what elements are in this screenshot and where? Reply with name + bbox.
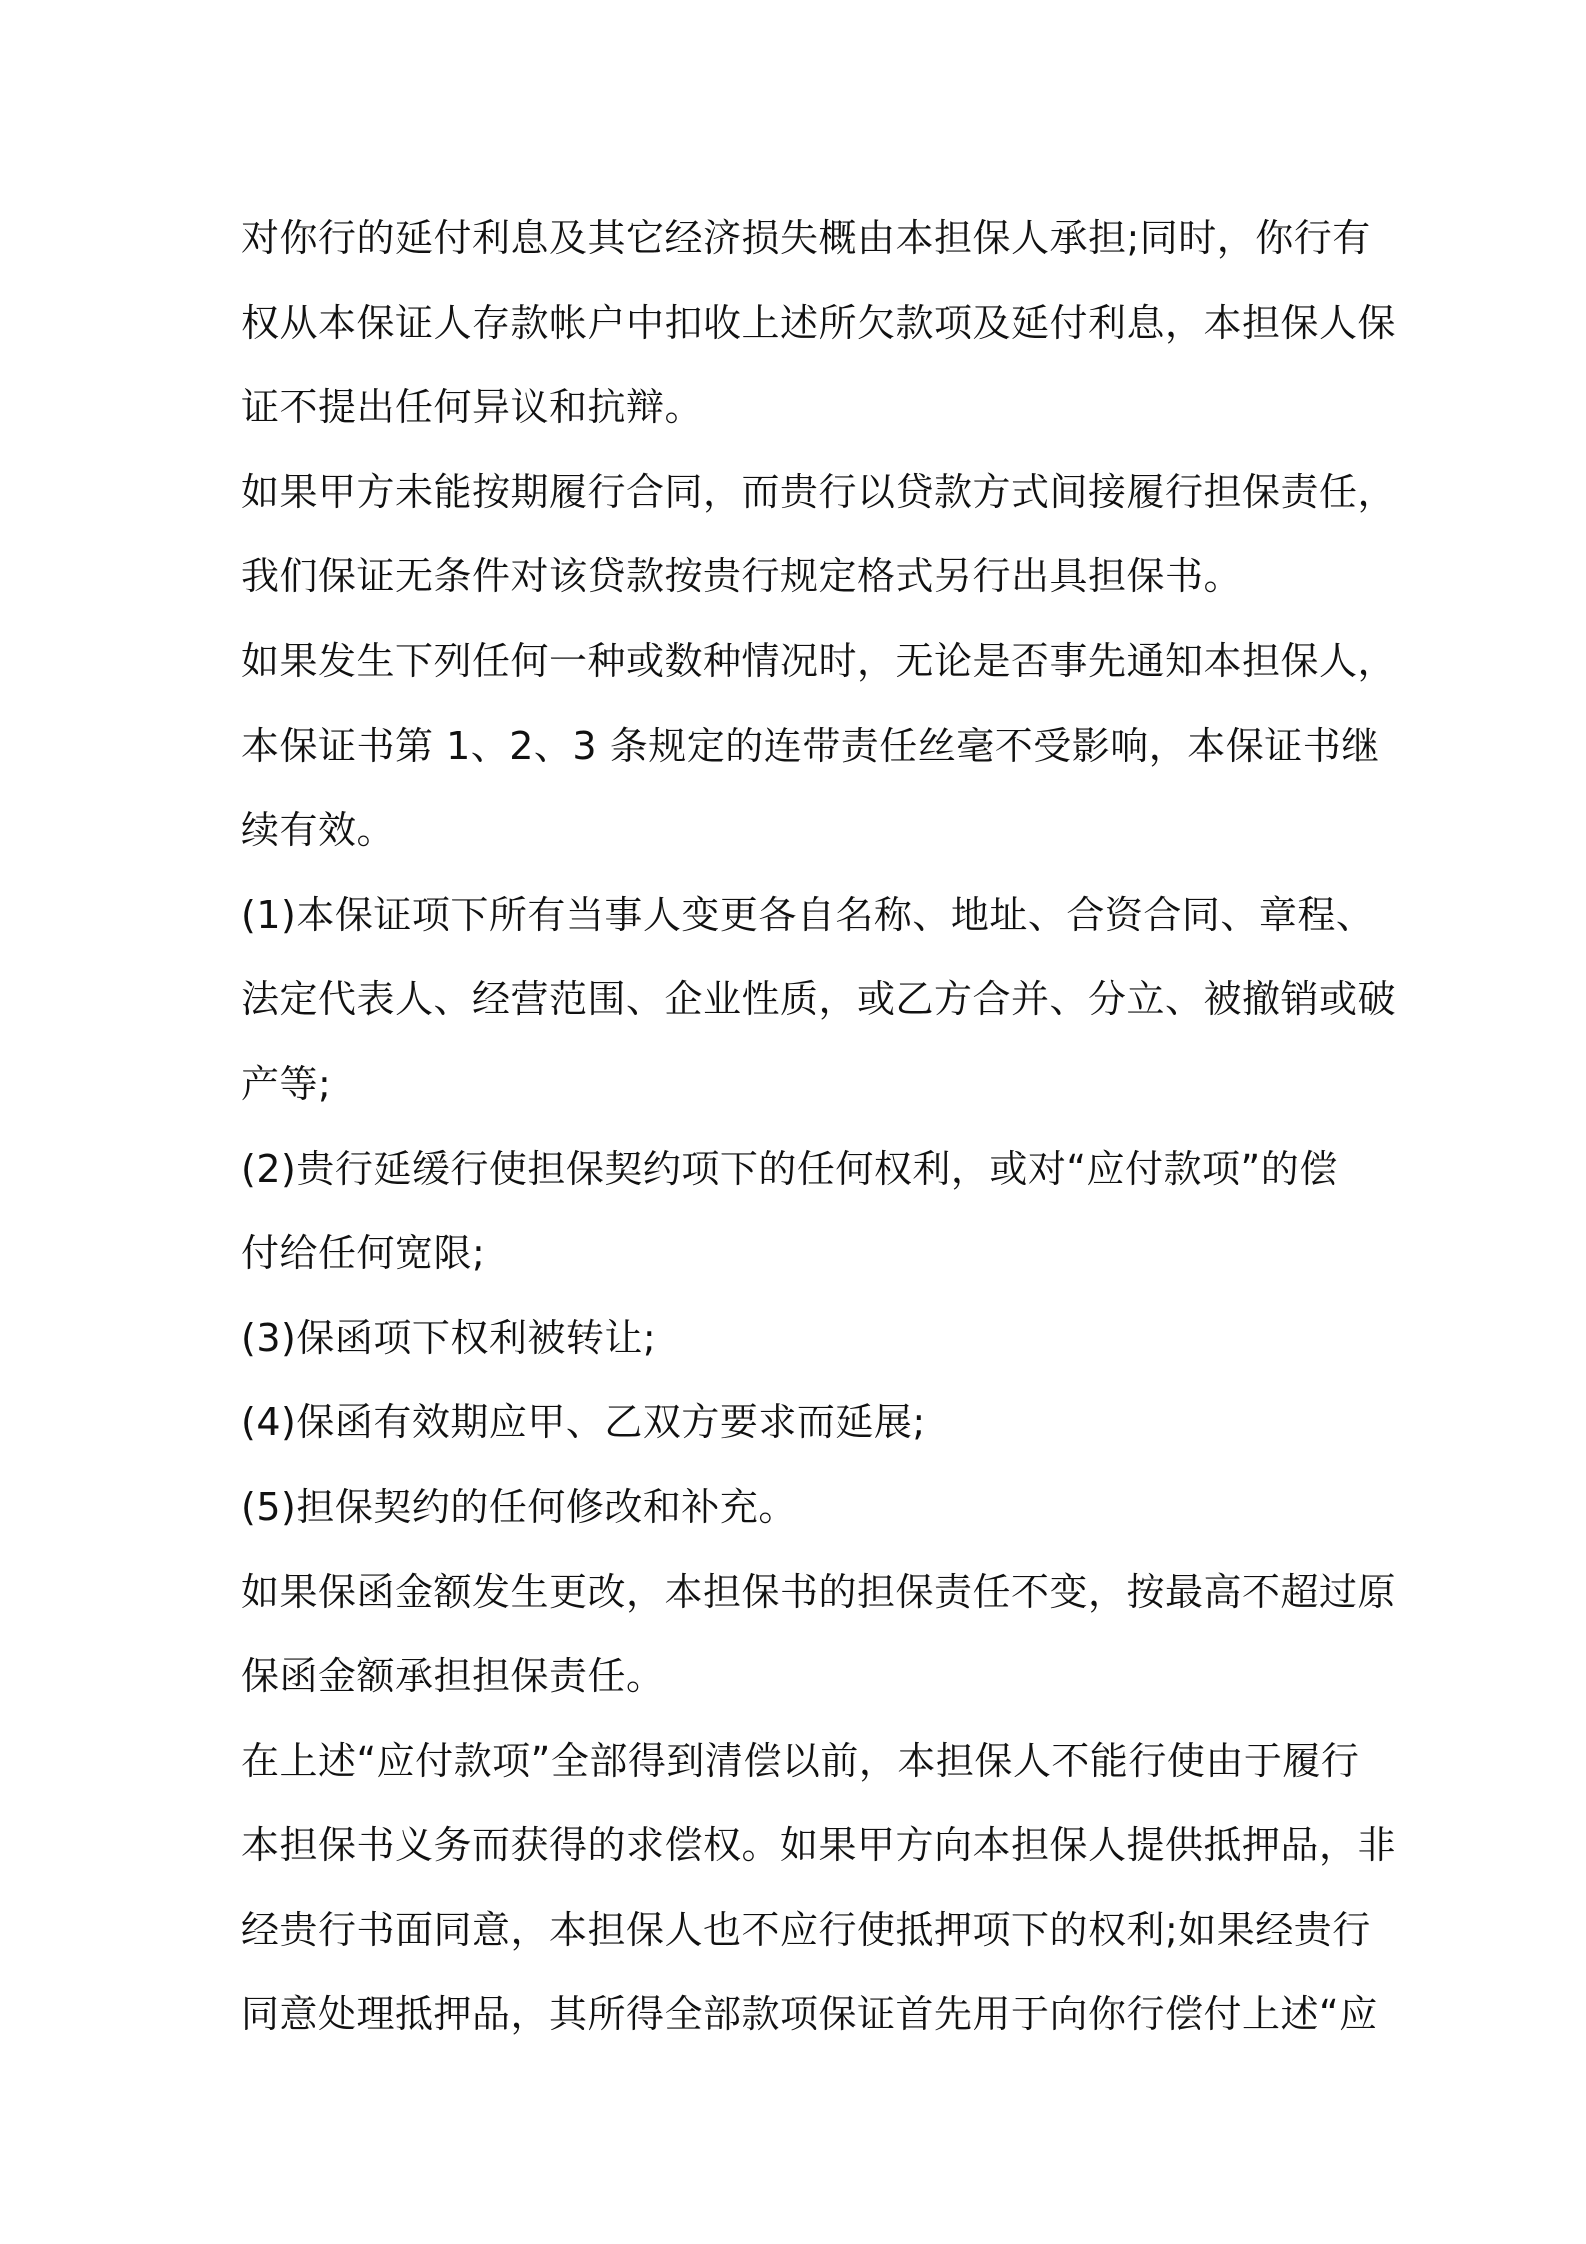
text-line: 同意处理抵押品，其所得全部款项保证首先用于向你行偿付上述“应 <box>241 1992 1378 2037</box>
text-line: (2)贵行延缓行使担保契约项下的任何权利，或对“应付款项”的偿 <box>241 1146 1338 1191</box>
text-line: 如果保函金额发生更改，本担保书的担保责任不变，按最高不超过原 <box>241 1569 1397 1614</box>
text-line: 证不提出任何异议和抗辩。 <box>241 385 704 430</box>
text-line: 对你行的延付利息及其它经济损失概由本担保人承担;同时，你行有 <box>241 216 1371 260</box>
text-line: 经贵行书面同意，本担保人也不应行使抵押项下的权利;如果经贵行 <box>241 1907 1371 1952</box>
text-line: 我们保证无条件对该贷款按贵行规定格式另行出具担保书。 <box>241 554 1243 599</box>
text-line: (3)保函项下权利被转让; <box>241 1315 657 1360</box>
text-line: 续有效。 <box>241 808 396 853</box>
text-line: 付给任何宽限; <box>241 1231 486 1276</box>
text-line: 本保证书第 1、2、3 条规定的连带责任丝毫不受影响，本保证书继 <box>241 723 1380 768</box>
text-line: 在上述“应付款项”全部得到清偿以前，本担保人不能行使由于履行 <box>241 1738 1360 1783</box>
text-line: (5)担保契约的任何修改和补充。 <box>241 1484 797 1529</box>
text-line: 权从本保证人存款帐户中扣收上述所欠款项及延付利息，本担保人保 <box>241 300 1397 345</box>
document-body <box>241 196 1397 2057</box>
text-line: 保函金额承担担保责任。 <box>241 1654 665 1699</box>
text-line: (1)本保证项下所有当事人变更各自名称、地址、合资合同、章程、 <box>241 892 1375 937</box>
text-line: 法定代表人、经营范围、企业性质，或乙方合并、分立、被撤销或破 <box>241 977 1397 1022</box>
text-line: 本担保书义务而获得的求偿权。如果甲方向本担保人提供抵押品，非 <box>241 1823 1397 1868</box>
text-line: (4)保函有效期应甲、乙双方要求而延展; <box>241 1400 926 1445</box>
text-line: 如果发生下列任何一种或数种情况时，无论是否事先通知本担保人， <box>241 638 1397 683</box>
text-line: 产等; <box>241 1061 332 1106</box>
text-line: 如果甲方未能按期履行合同，而贵行以贷款方式间接履行担保责任， <box>241 469 1397 514</box>
